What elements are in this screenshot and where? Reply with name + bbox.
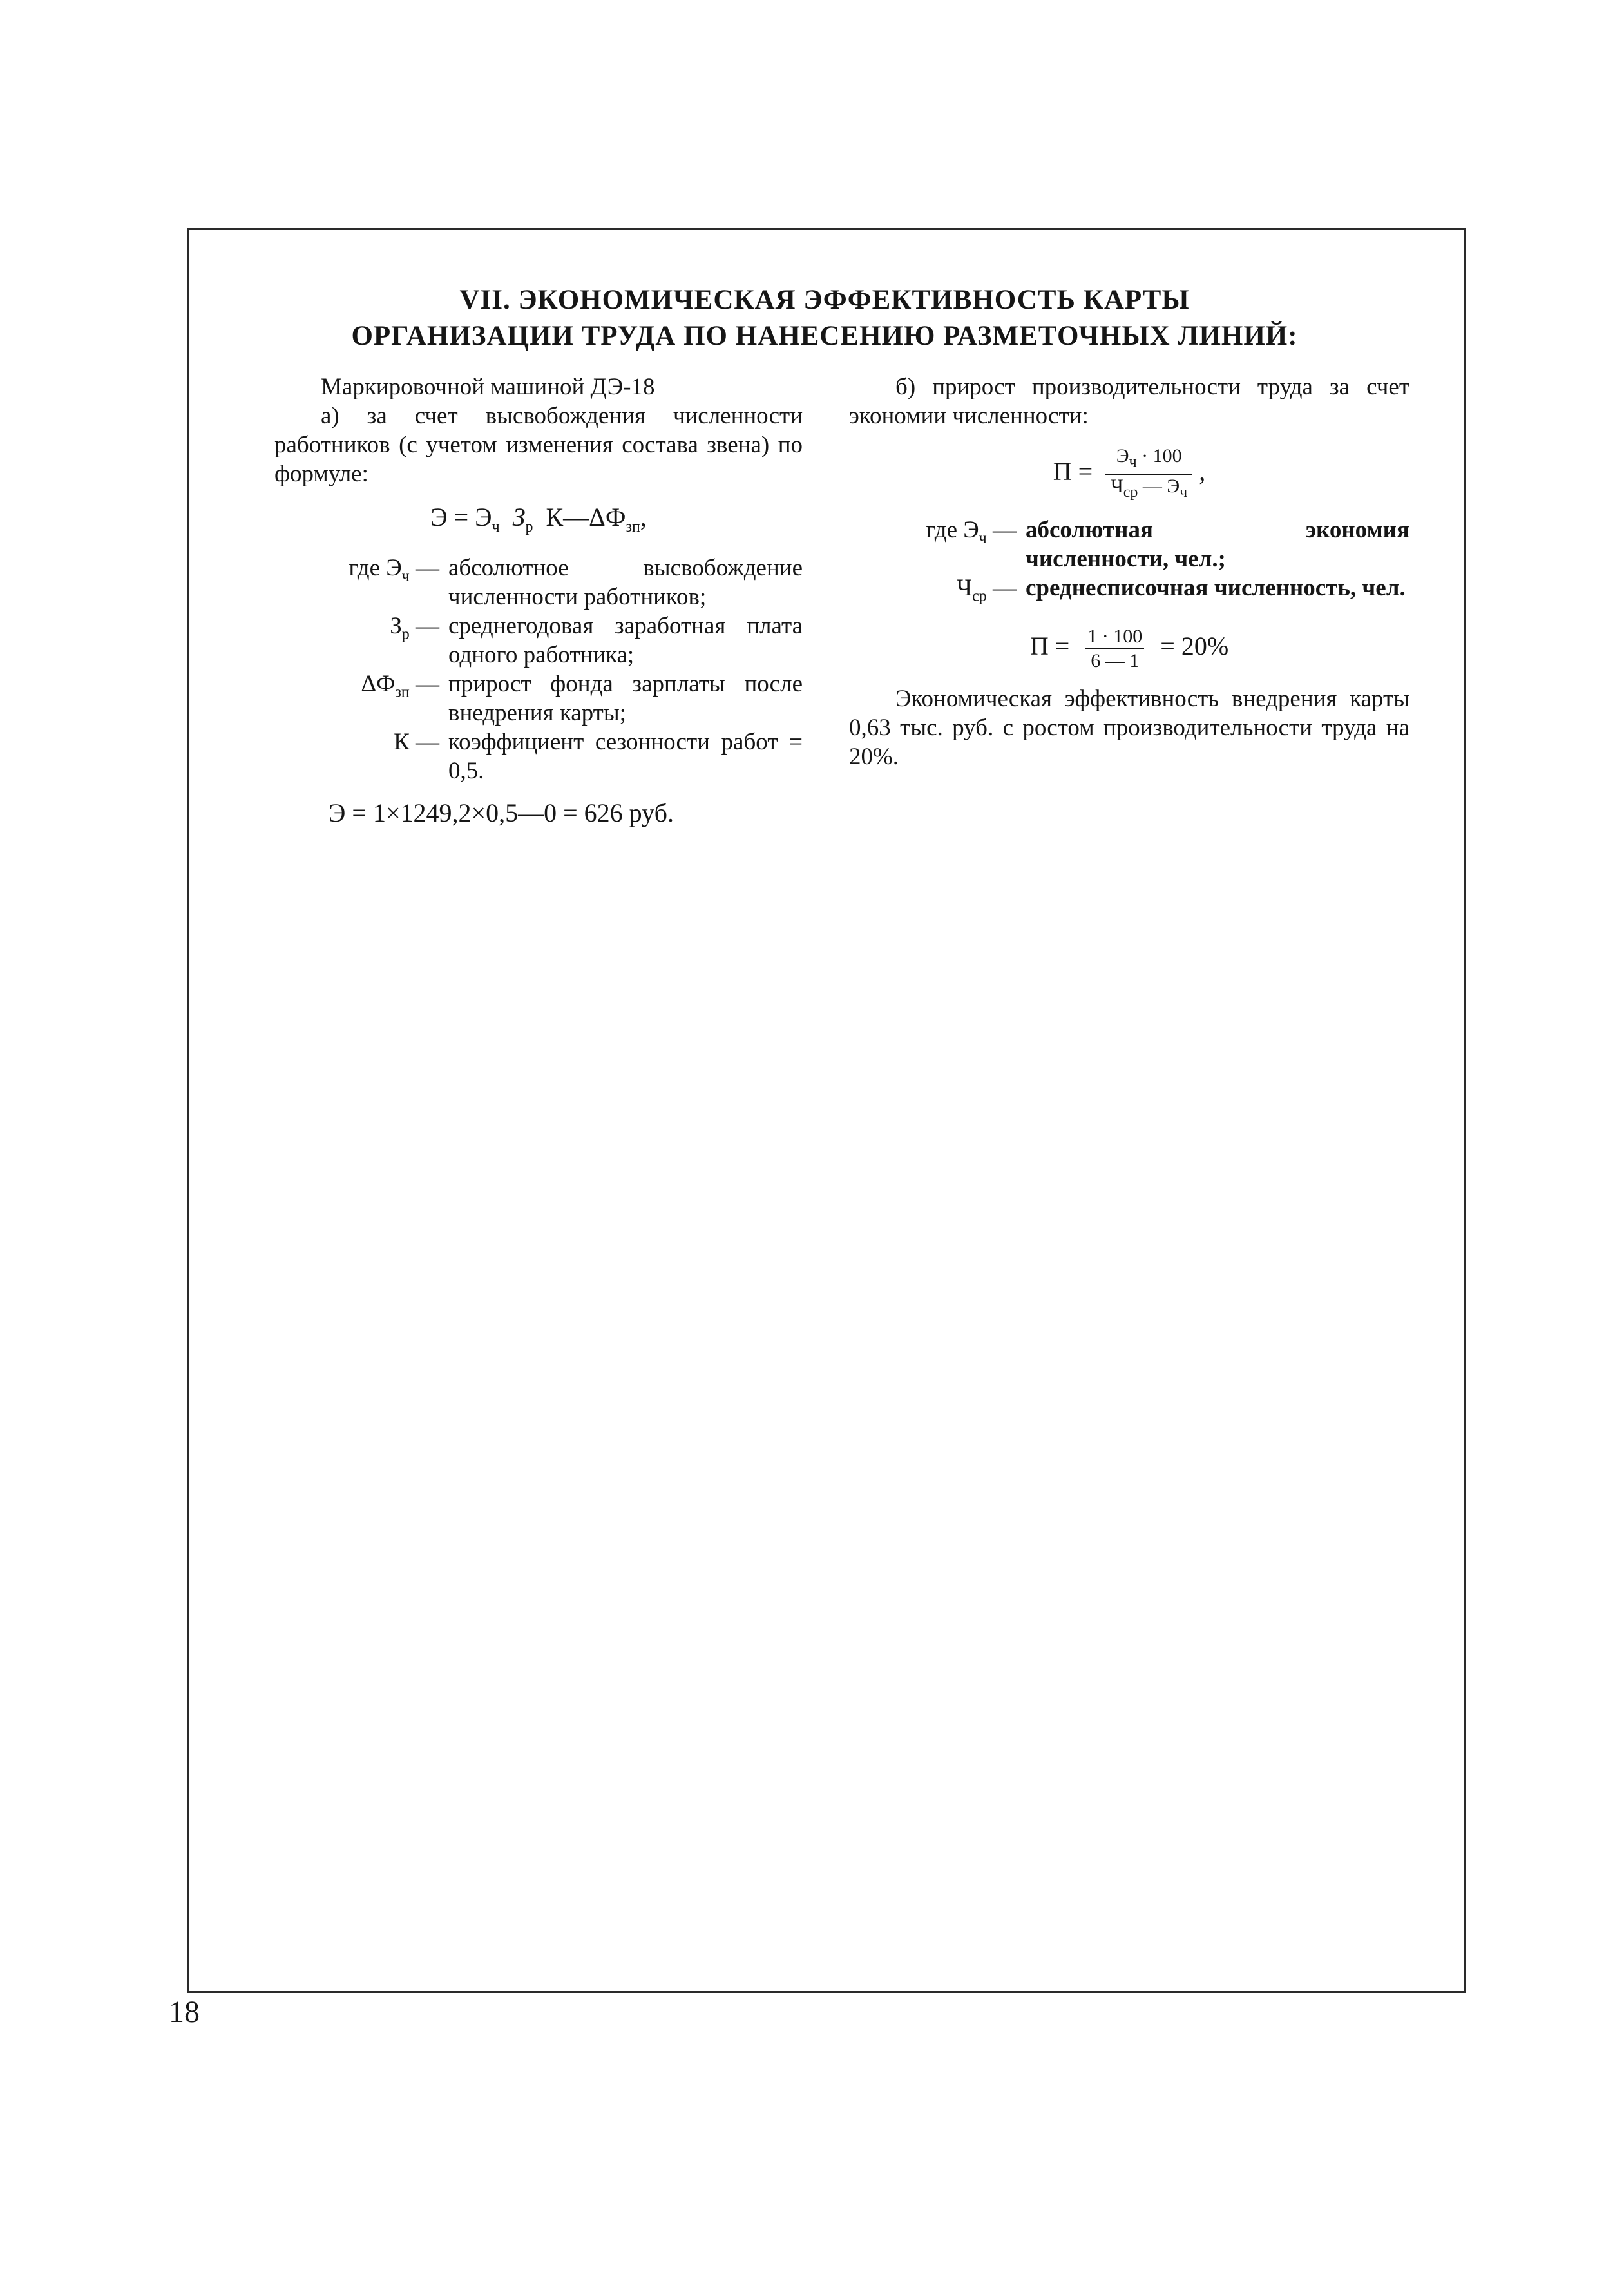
- formula-productivity: [849, 445, 1409, 504]
- frame-left-line: [187, 228, 189, 1992]
- conclusion-paragraph: Экономическая эффективность внедрения карты 0,63 тыс. руб. с ростом производительности труда на 20%.: [849, 686, 1409, 771]
- definition-item: [274, 611, 803, 669]
- calc-fraction: [1082, 625, 1147, 673]
- calc-lhs: П =: [1029, 631, 1070, 661]
- frame-top-line: [187, 228, 1466, 230]
- definition-text: абсолютное высвобождение численности работников;: [448, 555, 803, 610]
- productivity-fraction: [1105, 445, 1192, 504]
- definition-symbol: $\Delta Ф_{зп}$ —: [361, 671, 439, 701]
- definition-text: абсолютная экономия численности, чел.;: [1026, 517, 1409, 572]
- calc-rhs: = 20%: [1160, 631, 1229, 661]
- paragraph-a: а) за счет высвобождения численности работников (с учетом изменения состава звена) по формуле:: [274, 403, 803, 487]
- formula-economy: [274, 503, 803, 542]
- fraction-numerator: $Э_ч \cdot 100$: [1116, 445, 1182, 470]
- frame-bottom-line: [187, 1991, 1466, 1993]
- definition-item: [849, 573, 1409, 611]
- paragraph-b: б) прирост производительности труда за счет экономии численности:: [849, 374, 1409, 429]
- definition-item: [274, 727, 803, 785]
- page-number: 18: [169, 1995, 200, 2029]
- fraction-denominator: $Ч_{ср}$ — $Э_ч$: [1105, 474, 1192, 504]
- definition-item: [274, 553, 803, 611]
- right-definitions: [849, 515, 1409, 611]
- calc-denominator: 6 — 1: [1085, 648, 1144, 673]
- definition-text: коэффициент сезонности работ = 0,5.: [448, 729, 803, 784]
- calc-numerator: 1 · 100: [1087, 626, 1143, 648]
- definition-item: [849, 515, 1409, 573]
- right-column: [849, 372, 1409, 771]
- frame-right-line: [1464, 228, 1466, 1992]
- section-heading: [335, 282, 1314, 354]
- definition-symbol: К —: [394, 729, 439, 755]
- formula-lhs: Э = Э: [430, 503, 492, 532]
- formula-productivity-calc: [849, 625, 1409, 673]
- formula-sub-r: р: [525, 519, 533, 535]
- definition-item: [274, 669, 803, 727]
- left-column: [274, 372, 803, 840]
- left-definitions: [274, 553, 803, 785]
- machine-line: Маркировочной машиной ДЭ-18: [321, 374, 655, 400]
- formula-tail: К—ΔФ: [546, 503, 626, 532]
- economy-result: Э = 1×1249,2×0,5—0 = 626 руб.: [329, 798, 674, 827]
- formula-p-comma: ,: [1199, 457, 1206, 486]
- definition-text: среднегодовая заработная плата одного работника;: [448, 613, 803, 668]
- formula-comma: ,: [640, 503, 647, 532]
- definition-symbol: $З_р$ —: [390, 613, 439, 643]
- formula-p-lhs: П =: [1053, 457, 1093, 486]
- formula-sub-zp: зп: [626, 519, 640, 535]
- definition-symbol: $Ч_{ср}$ —: [957, 575, 1017, 605]
- formula-z: З: [512, 503, 526, 532]
- definition-symbol: где $Э_ч$ —: [926, 517, 1017, 547]
- heading-line-1: VII. ЭКОНОМИЧЕСКАЯ ЭФФЕКТИВНОСТЬ КАРТЫ: [459, 285, 1190, 315]
- definition-symbol: где $Э_ч$ —: [349, 555, 439, 585]
- heading-line-2: ОРГАНИЗАЦИИ ТРУДА ПО НАНЕСЕНИЮ РАЗМЕТОЧНЫХ ЛИНИЙ:: [351, 321, 1298, 351]
- definition-text: прирост фонда зарплаты после внедрения карты;: [448, 671, 803, 726]
- formula-sub-ch: ч: [492, 519, 500, 535]
- definition-text: среднесписочная численность, чел.: [1026, 575, 1406, 601]
